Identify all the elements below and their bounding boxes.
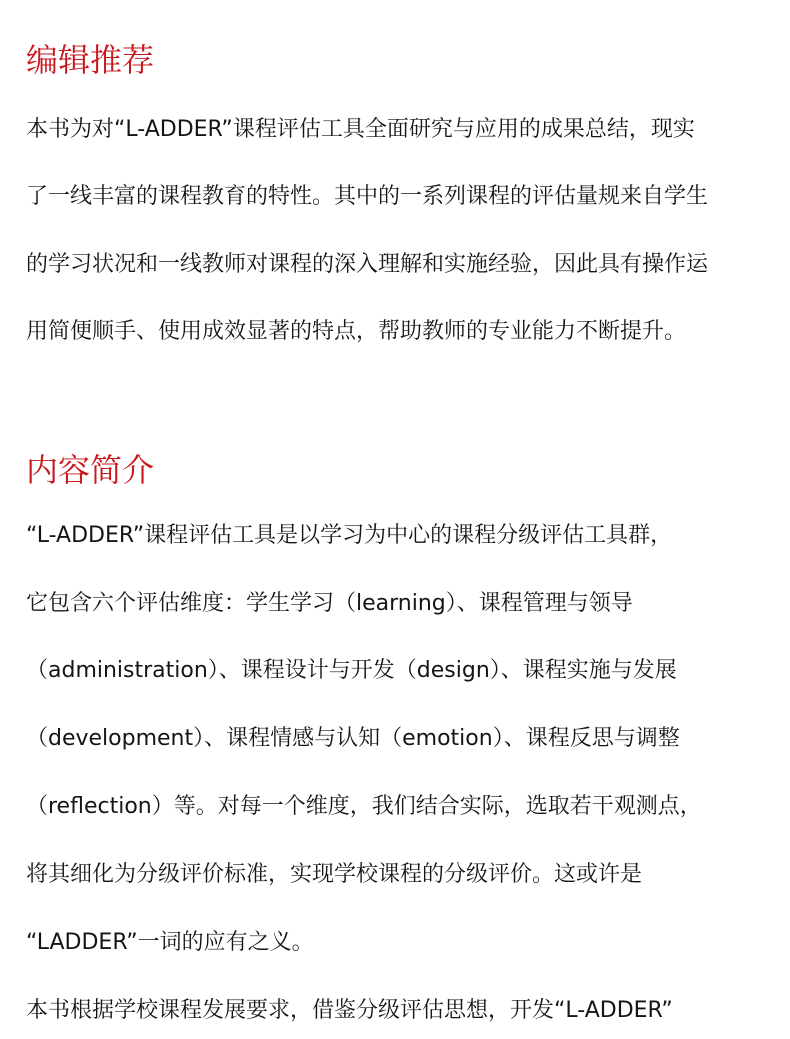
editor-recommendation-line-2: 了一线丰富的课程教育的特性。其中的一系列课程的评估量规来自学生 (26, 184, 709, 209)
editor-recommendation-heading: 编辑推荐 (26, 41, 155, 79)
introduction-line-8: 本书根据学校课程发展要求，借鉴分级评估思想，开发“L-ADDER” (26, 998, 673, 1023)
introduction-heading: 内容简介 (26, 451, 155, 489)
introduction-line-7: “LADDER”一词的应有之义。 (26, 930, 314, 955)
editor-recommendation-line-1: 本书为对“L-ADDER”课程评估工具全面研究与应用的成果总结，现实 (26, 117, 695, 142)
editor-recommendation-line-4: 用简便顺手、使用成效显著的特点，帮助教师的专业能力不断提升。 (26, 319, 687, 344)
introduction-line-5: （reflection）等。对每一个维度，我们结合实际，选取若干观测点， (26, 794, 702, 819)
editor-recommendation-line-3: 的学习状况和一线教师对课程的深入理解和实施经验，因此具有操作运 (26, 252, 709, 277)
introduction-line-3: （administration）、课程设计与开发（design）、课程实施与发展 (26, 658, 677, 683)
introduction-line-4: （development）、课程情感与认知（emotion）、课程反思与调整 (26, 726, 680, 751)
introduction-line-1: “L-ADDER”课程评估工具是以学习为中心的课程分级评估工具群， (26, 523, 673, 548)
introduction-line-2: 它包含六个评估维度：学生学习（learning）、课程管理与领导 (26, 591, 633, 616)
introduction-line-6: 将其细化为分级评价标准，实现学校课程的分级评价。这或许是 (26, 862, 643, 887)
